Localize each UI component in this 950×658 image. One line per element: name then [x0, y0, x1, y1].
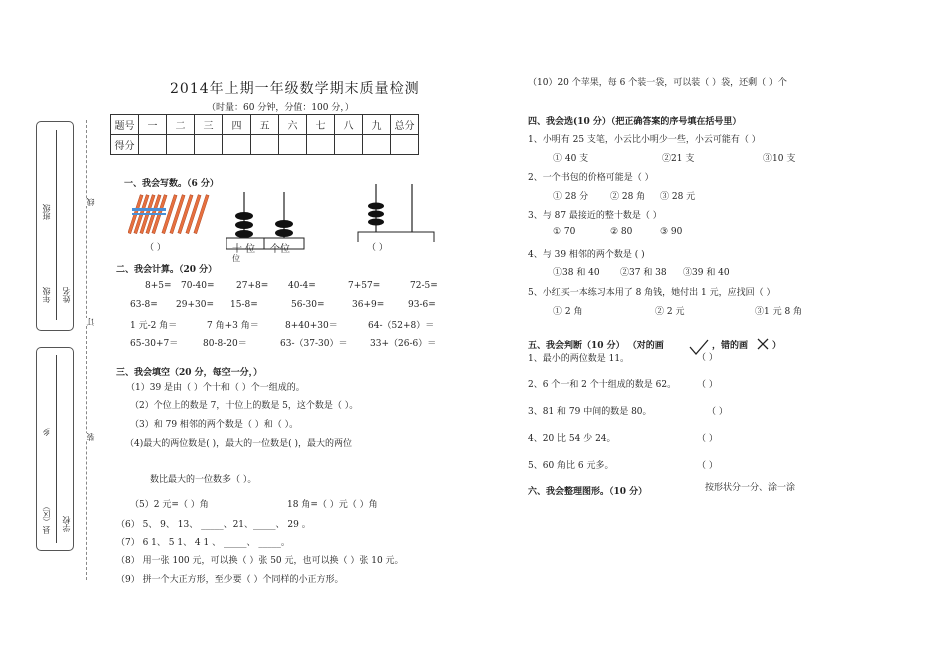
- choice-question: 5、小红买一本练习本用了 8 角钱，她付出 1 元，应找回（ ）: [528, 288, 776, 298]
- calc-item: 65-30+7＝: [130, 339, 179, 349]
- fill-question: （3）和 79 相邻的两个数是（ ）和（ ）。: [130, 420, 299, 430]
- fill-question: （7） 6 1、 5 1、 4 1 、 _____、 _____。: [116, 538, 290, 548]
- calc-item: 8+5=: [145, 281, 172, 291]
- calc-item: 93-6=: [408, 300, 436, 310]
- county-label: 县（区）: [42, 502, 51, 534]
- grade-label: 年级: [42, 287, 51, 303]
- binding-mark-xian: 线: [86, 198, 95, 206]
- judge-question: 5、60 角比 6 元多。: [528, 461, 614, 471]
- choice-option[interactable]: ②37 和 38: [620, 268, 667, 278]
- fill-question: 18 角=（ ）元（ ）角: [287, 500, 378, 510]
- calc-item: 29+30=: [176, 300, 214, 310]
- cross-mark-icon: [756, 337, 770, 351]
- table-cell: 六: [279, 115, 307, 135]
- judge-question: 4、20 比 54 少 24。: [528, 434, 616, 444]
- judge-blank[interactable]: （ ）: [697, 461, 718, 471]
- judge-blank[interactable]: （ ）: [707, 407, 728, 417]
- section-5-heading-end: ）: [772, 341, 782, 351]
- exam-subtitle: （时量：60 分钟，分值：100 分，）: [207, 103, 354, 113]
- choice-option[interactable]: ① 40 支: [553, 154, 589, 164]
- choice-question: 3、与 87 最接近的整十数是（ ）: [528, 211, 662, 221]
- choice-option[interactable]: ① 28 分: [553, 192, 589, 202]
- fill-question: （4)最大的两位数是( )，最大的一位数是( )，最大的两位: [125, 439, 353, 449]
- section-5-heading: 五、我会判断（10 分） （对的画: [528, 341, 664, 351]
- score-cell[interactable]: [139, 135, 167, 155]
- choice-option[interactable]: ③39 和 40: [683, 268, 730, 278]
- choice-option[interactable]: ② 80: [610, 227, 633, 237]
- choice-option[interactable]: ① 2 角: [553, 307, 583, 317]
- score-table: [110, 114, 419, 155]
- choice-option[interactable]: ② 2 元: [655, 307, 685, 317]
- choice-option[interactable]: ②21 支: [662, 154, 695, 164]
- score-cell[interactable]: [251, 135, 279, 155]
- calc-item: 36+9=: [352, 300, 385, 310]
- judge-question: 1、最小的两位数是 11。: [528, 354, 630, 364]
- table-cell: 七: [307, 115, 335, 135]
- fill-question: （8） 用一张 100 元，可以换（ ）张 50 元，也可以换（ ）张 10 元。: [116, 556, 404, 566]
- abacus-1-extra-label: 位: [232, 254, 240, 263]
- choice-question: 2、一个书包的价格可能是（ ）: [528, 173, 654, 183]
- fill-question: （1）39 是由（ ）个十和（ ）个一组成的。: [126, 383, 305, 393]
- abacus-1-ones-label: 个位: [270, 244, 290, 255]
- judge-question: 2、6 个一和 2 个十组成的数是 62。: [528, 380, 677, 390]
- table-cell: 五: [251, 115, 279, 135]
- answer-blank[interactable]: （ ）: [367, 243, 388, 253]
- school-label: 学校: [62, 516, 71, 532]
- table-cell: 得分: [111, 135, 139, 155]
- calc-item: 72-5=: [410, 281, 438, 291]
- class-label: 班级: [42, 204, 51, 220]
- choice-question: 4、与 39 相邻的两个数是 ( ): [528, 250, 645, 260]
- calc-item: 15-8=: [230, 300, 258, 310]
- calc-item: 7 角+3 角＝: [207, 321, 259, 331]
- binding-mark-zhuang: 装: [86, 433, 95, 441]
- table-cell: 总分: [391, 115, 419, 135]
- info-line: [56, 355, 57, 543]
- calc-item: 56-30=: [291, 300, 325, 310]
- calc-item: 1 元-2 角＝: [130, 321, 178, 331]
- calc-item: 40-4=: [288, 281, 316, 291]
- choice-option[interactable]: ① 70: [553, 227, 576, 237]
- table-cell: 一: [139, 115, 167, 135]
- section-3-heading: 三、我会填空（20 分，每空一分，）: [116, 368, 263, 378]
- judge-question: 3、81 和 79 中间的数是 80。: [528, 407, 652, 417]
- choice-option[interactable]: ③ 28 元: [660, 192, 696, 202]
- calc-item: 7+57=: [348, 281, 381, 291]
- calc-item: 64-（52+8）＝: [368, 321, 435, 331]
- counting-sticks-image: [128, 190, 212, 238]
- choice-option[interactable]: ③1 元 8 角: [755, 307, 803, 317]
- exam-title: 2014年上期一年级数学期末质量检测: [170, 81, 420, 97]
- score-table-score-row: [111, 135, 419, 155]
- score-cell[interactable]: [167, 135, 195, 155]
- choice-option[interactable]: ② 28 角: [610, 192, 646, 202]
- calc-item: 63-8=: [130, 300, 158, 310]
- fill-question: 数比最大的一位数多（ ）。: [150, 475, 257, 485]
- score-cell[interactable]: [279, 135, 307, 155]
- table-cell: 题号: [111, 115, 139, 135]
- table-cell: 三: [195, 115, 223, 135]
- score-cell[interactable]: [391, 135, 419, 155]
- table-cell: 八: [335, 115, 363, 135]
- fill-question: （5）2 元=（ ）角: [130, 500, 209, 510]
- calc-item: 8+40+30＝: [285, 321, 338, 331]
- abacus-1-tens-label: 十 位: [232, 244, 256, 255]
- calc-item: 80-8-20＝: [203, 339, 247, 349]
- score-cell[interactable]: [195, 135, 223, 155]
- table-cell: 四: [223, 115, 251, 135]
- calc-item: 33+（26-6）＝: [370, 339, 437, 349]
- choice-option[interactable]: ③10 支: [763, 154, 796, 164]
- score-table-header-row: [111, 115, 419, 135]
- table-cell: 二: [167, 115, 195, 135]
- section-6-note: 按形状分一分、涂一涂: [705, 483, 796, 493]
- choice-option[interactable]: ③ 90: [660, 227, 683, 237]
- calc-item: 27+8=: [236, 281, 269, 291]
- binding-line: [86, 120, 87, 580]
- judge-blank[interactable]: （ ）: [697, 353, 718, 363]
- choice-question: 1、小明有 25 支笔，小云比小明少一些，小云可能有（ ）: [528, 135, 761, 145]
- score-cell[interactable]: [307, 135, 335, 155]
- fill-question: （2）个位上的数是 7，十位上的数是 5，这个数是（ ）。: [130, 401, 359, 411]
- section-5-heading-mid: ，错的画: [712, 341, 749, 351]
- fill-question: （10）20 个苹果，每 6 个装一袋，可以装（ ）袋，还剩（ ）个: [528, 78, 787, 88]
- section-2-heading: 二、我会计算。（20 分）: [116, 265, 218, 275]
- answer-blank[interactable]: （ ）: [145, 243, 166, 253]
- fill-question: （9） 拼一个大正方形，至少要（ ）个同样的小正方形。: [116, 575, 344, 585]
- township-label: 乡: [42, 428, 51, 436]
- name-label: 姓名: [62, 287, 71, 303]
- fill-question: （6） 5、 9、 13、 _____、21、_____、 29 。: [116, 520, 311, 530]
- choice-option[interactable]: ①38 和 40: [553, 268, 600, 278]
- score-cell[interactable]: [335, 135, 363, 155]
- binding-mark-ding: 订: [86, 318, 95, 326]
- judge-blank[interactable]: （ ）: [697, 380, 718, 390]
- info-line: [56, 130, 57, 320]
- calc-item: 70-40=: [181, 281, 215, 291]
- section-4-heading: 四、我会选(10 分）（把正确答案的序号填在括号里）: [528, 117, 742, 127]
- section-1-heading: 一、我会写数。（6 分）: [124, 179, 219, 189]
- score-cell[interactable]: [223, 135, 251, 155]
- table-cell: 九: [363, 115, 391, 135]
- section-6-heading: 六、我会整理图形。（10 分）: [528, 487, 648, 497]
- calc-item: 63-（37-30）＝: [280, 339, 348, 349]
- judge-blank[interactable]: （ ）: [697, 434, 718, 444]
- score-cell[interactable]: [363, 135, 391, 155]
